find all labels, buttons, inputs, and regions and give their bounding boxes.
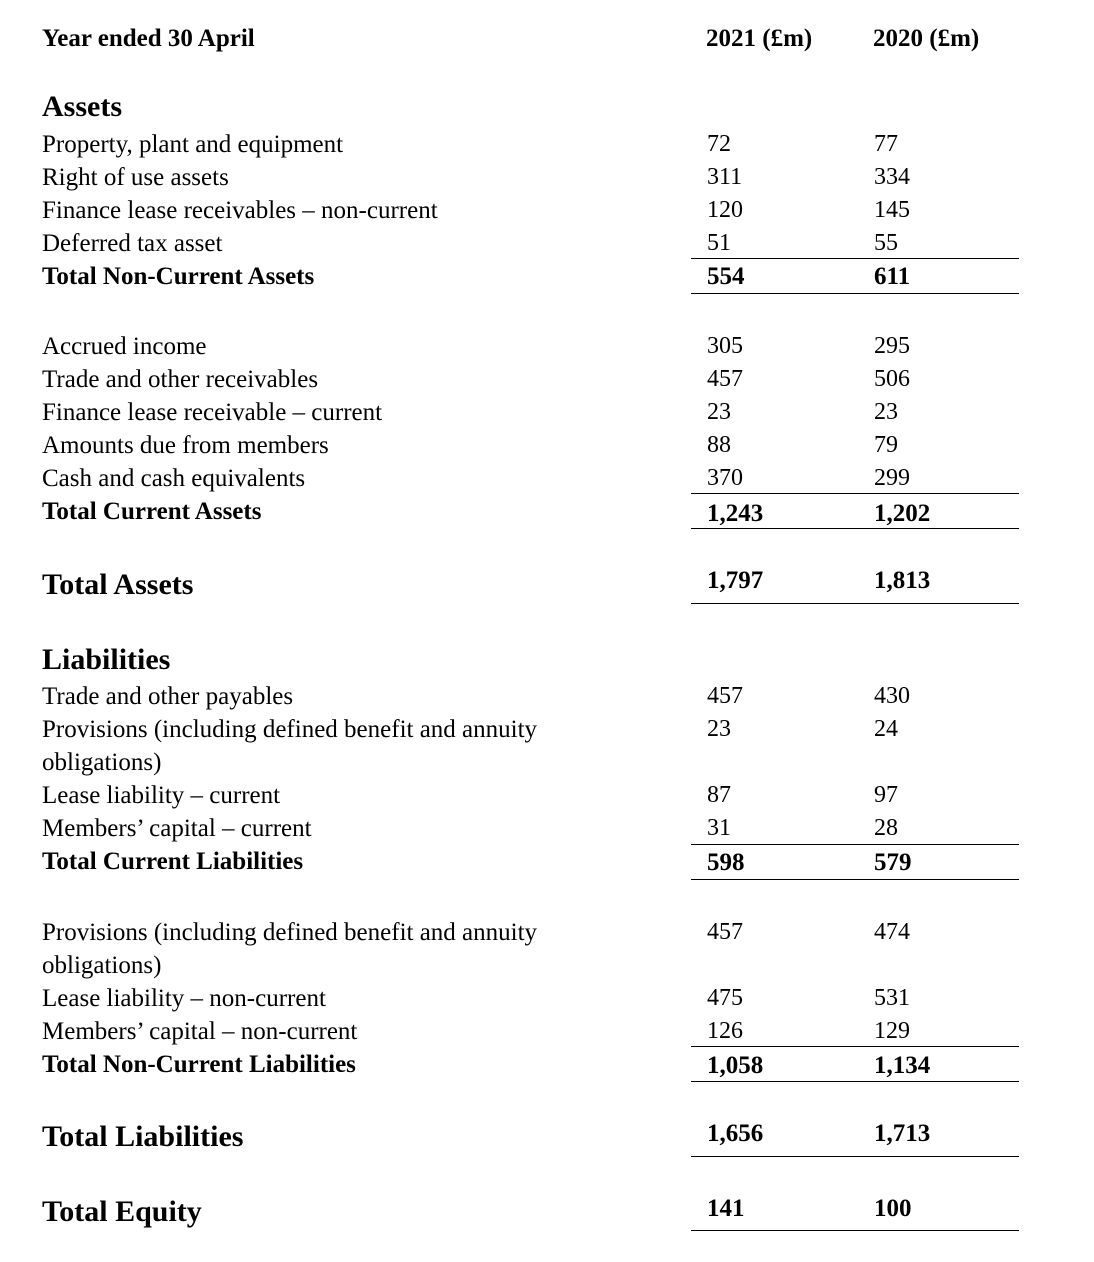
asset-row-2021: 305 [707, 333, 743, 359]
liability-row-label: Members’ capital – non-current [42, 1018, 358, 1045]
liability-row-label: Trade and other payables [42, 683, 294, 710]
asset-row-2020: 145 [874, 197, 910, 223]
liability-row-2020: 531 [874, 985, 910, 1011]
asset-row-2020: 23 [874, 399, 898, 425]
asset-row-label: Deferred tax asset [42, 230, 223, 257]
liability-row-2021: 475 [707, 985, 743, 1011]
liability-row-label: Lease liability – non-current [42, 985, 326, 1012]
liability-row-label: Provisions (including defined benefit and annuity [42, 716, 538, 743]
liability-row-2021: 31 [707, 815, 731, 841]
total-rule [691, 1230, 1019, 1231]
subtotal-top-rule [691, 844, 1019, 845]
asset-row-2020: 299 [874, 465, 910, 491]
liability-row-2021: 23 [707, 716, 731, 742]
total-current-assets-2021: 1,243 [707, 500, 764, 527]
asset-row-2020: 55 [874, 230, 898, 256]
total-noncurrent-assets-2020: 611 [874, 263, 911, 290]
asset-row-2021: 72 [707, 131, 731, 157]
liability-row-2021: 457 [707, 919, 743, 945]
assets-section-title: Assets [42, 90, 122, 123]
asset-row-label: Right of use assets [42, 164, 229, 191]
asset-row-2020: 77 [874, 131, 898, 157]
liability-row-label: Provisions (including defined benefit and annuity [42, 919, 538, 946]
asset-row-2020: 334 [874, 164, 910, 190]
subtotal-bottom-rule [691, 879, 1019, 880]
liabilities-section-title: Liabilities [42, 643, 171, 676]
liability-row-label-continued: obligations) [42, 749, 162, 776]
total-noncurrent-liabilities-2021: 1,058 [707, 1052, 764, 1079]
total-noncurrent-assets-label: Total Non-Current Assets [42, 263, 315, 290]
asset-row-2021: 370 [707, 465, 743, 491]
liability-row-label: Members’ capital – current [42, 815, 312, 842]
subtotal-top-rule [691, 493, 1019, 494]
total-assets-label: Total Assets [42, 568, 194, 601]
liability-row-2020: 24 [874, 716, 898, 742]
asset-row-label: Finance lease receivable – current [42, 399, 383, 426]
liability-row-label-continued: obligations) [42, 952, 162, 979]
total-noncurrent-liabilities-2020: 1,134 [874, 1052, 931, 1079]
subtotal-bottom-rule [691, 293, 1019, 294]
total-rule [691, 603, 1019, 604]
subtotal-bottom-rule [691, 1081, 1019, 1082]
total-liabilities-2021: 1,656 [707, 1120, 764, 1147]
total-liabilities-2020: 1,713 [874, 1120, 931, 1147]
asset-row-label: Trade and other receivables [42, 366, 319, 393]
total-current-assets-label: Total Current Assets [42, 498, 262, 525]
total-current-liabilities-2020: 579 [874, 849, 912, 876]
liability-row-label: Lease liability – current [42, 782, 281, 809]
subtotal-top-rule [691, 1046, 1019, 1047]
liability-row-2020: 28 [874, 815, 898, 841]
liability-row-2021: 126 [707, 1018, 743, 1044]
total-equity-2020: 100 [874, 1195, 912, 1222]
asset-row-2021: 51 [707, 230, 731, 256]
asset-row-2020: 79 [874, 432, 898, 458]
asset-row-2021: 88 [707, 432, 731, 458]
liability-row-2020: 474 [874, 919, 910, 945]
liability-row-2021: 87 [707, 782, 731, 808]
total-equity-label: Total Equity [42, 1195, 202, 1228]
total-current-liabilities-2021: 598 [707, 849, 745, 876]
liability-row-2020: 97 [874, 782, 898, 808]
total-equity-2021: 141 [707, 1195, 745, 1222]
liability-row-2021: 457 [707, 683, 743, 709]
asset-row-2021: 311 [707, 164, 743, 190]
asset-row-label: Accrued income [42, 333, 207, 360]
asset-row-2021: 120 [707, 197, 743, 223]
column-header-2021: 2021 (£m) [706, 25, 813, 52]
total-assets-2020: 1,813 [874, 567, 931, 594]
total-liabilities-label: Total Liabilities [42, 1120, 244, 1153]
subtotal-bottom-rule [691, 528, 1019, 529]
asset-row-2020: 506 [874, 366, 910, 392]
asset-row-label: Amounts due from members [42, 432, 329, 459]
total-current-liabilities-label: Total Current Liabilities [42, 848, 304, 875]
total-noncurrent-liabilities-label: Total Non-Current Liabilities [42, 1051, 356, 1078]
subtotal-top-rule [691, 258, 1019, 259]
column-header-2020: 2020 (£m) [873, 25, 980, 52]
asset-row-label: Finance lease receivables – non-current [42, 197, 438, 224]
total-noncurrent-assets-2021: 554 [707, 263, 745, 290]
asset-row-label: Cash and cash equivalents [42, 465, 306, 492]
total-rule [691, 1156, 1019, 1157]
total-assets-2021: 1,797 [707, 567, 764, 594]
liability-row-2020: 430 [874, 683, 910, 709]
asset-row-label: Property, plant and equipment [42, 131, 344, 158]
asset-row-2020: 295 [874, 333, 910, 359]
asset-row-2021: 23 [707, 399, 731, 425]
total-current-assets-2020: 1,202 [874, 500, 931, 527]
header-year-label: Year ended 30 April [42, 25, 255, 52]
asset-row-2021: 457 [707, 366, 743, 392]
liability-row-2020: 129 [874, 1018, 910, 1044]
